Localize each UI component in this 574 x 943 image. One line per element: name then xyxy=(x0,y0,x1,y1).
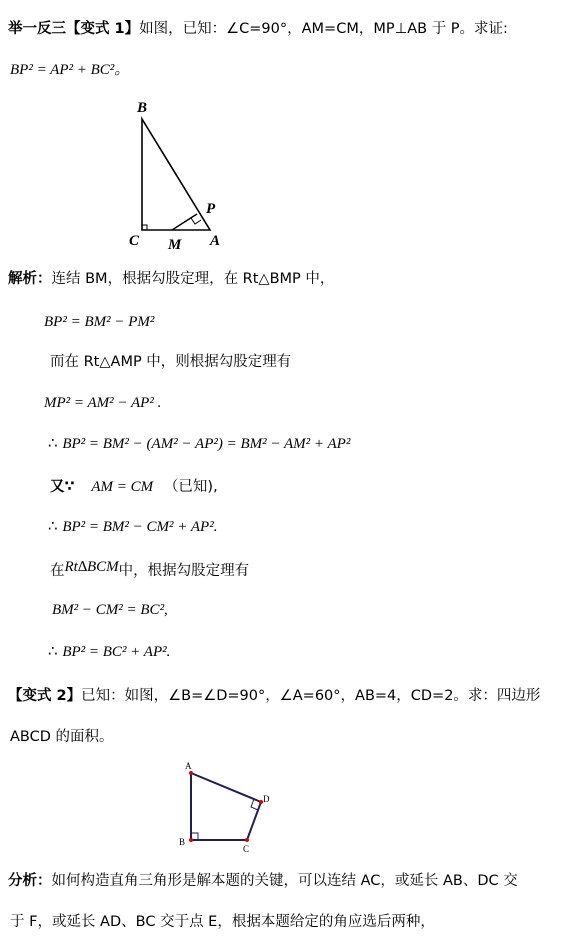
solution1-eq3-line xyxy=(48,433,350,454)
problem1-line xyxy=(8,18,508,39)
figure1-triangle-bmp xyxy=(120,95,230,255)
point-b xyxy=(189,838,193,842)
label-a: A xyxy=(210,233,221,249)
problem2-text2: ABCD 的面积。 xyxy=(10,729,114,745)
solution1-eq1: BP² = BM² − PM² xyxy=(44,314,155,330)
problem1-text: 如图，已知：∠C=90°，AM=CM，MP⊥AB 于 P。求证: xyxy=(139,21,508,37)
point-c xyxy=(245,838,249,842)
solution1-eq8-line xyxy=(48,641,170,662)
problem1-formula: BP² = AP² + BC²。 xyxy=(10,62,130,78)
label-c: C xyxy=(243,844,250,854)
solution1-eq2: MP² = AM² − AP² . xyxy=(44,395,162,411)
solution1-line6-post: 中，根据勾股定理有 xyxy=(118,563,250,579)
label-b: B xyxy=(137,100,148,116)
problem1-tag: 举一反三【变式 1】 xyxy=(8,21,140,37)
problem2-tag: 【变式 2】 xyxy=(8,688,82,704)
solution1-eq5-line xyxy=(48,516,217,537)
solution1-line6-pre: 在 xyxy=(50,563,65,579)
solution1-line2: 而在 Rt△AMP 中，则根据勾股定理有 xyxy=(50,354,292,370)
therefore-symbol: ∴ xyxy=(48,517,58,535)
right-angle-mark-p xyxy=(191,218,201,224)
solution1-eq3: BP² = BM² − (AM² − AP²) = BM² − AM² + AP² xyxy=(62,436,351,452)
label-a: A xyxy=(185,761,192,771)
solution1-line4-eq: AM = CM xyxy=(91,479,154,495)
therefore-symbol: ∴ xyxy=(48,434,58,452)
problem2-line xyxy=(8,685,540,706)
label-m: M xyxy=(168,237,182,253)
because-symbol: 又∵ xyxy=(50,479,75,495)
point-a xyxy=(189,771,193,775)
triangle-abc-shape xyxy=(142,119,210,230)
solution1-eq8: BP² = BC² + AP². xyxy=(62,644,171,660)
label-p: P xyxy=(206,201,216,217)
analysis-text: 如何构造直角三角形是解本题的关键，可以连结 AC，或延长 AB、DC 交 xyxy=(51,873,518,889)
solution1-eq5: BP² = BM² − CM² + AP². xyxy=(62,519,218,535)
solution1-intro: 连结 BM，根据勾股定理，在 Rt△BMP 中， xyxy=(51,271,335,287)
label-c: C xyxy=(129,233,140,249)
analysis-heading: 分析： xyxy=(8,873,52,889)
quadrilateral-abcd-shape xyxy=(191,773,261,840)
solution1-line6-eq: Rt∆BCM xyxy=(64,559,119,575)
therefore-symbol: ∴ xyxy=(48,642,58,660)
solution1-heading: 解析： xyxy=(8,271,52,287)
solution1-intro-line xyxy=(8,268,334,289)
solution1-line6 xyxy=(50,560,249,581)
solution1-line4-note: （已知), xyxy=(163,479,218,495)
solution1-line4 xyxy=(50,476,218,497)
figure2-quadrilateral-abcd xyxy=(170,758,280,858)
analysis-line1 xyxy=(8,870,518,891)
label-b: B xyxy=(179,837,186,847)
analysis-line2: 于 F，或延长 AD、BC 交于点 E，根据本题给定的角应选后两种， xyxy=(10,914,435,930)
label-d: D xyxy=(263,794,270,804)
problem2-text: 已知：如图，∠B=∠D=90°，∠A=60°，AB=4，CD=2。求：四边形 xyxy=(81,688,541,704)
solution1-eq7: BM² − CM² = BC², xyxy=(52,602,168,618)
